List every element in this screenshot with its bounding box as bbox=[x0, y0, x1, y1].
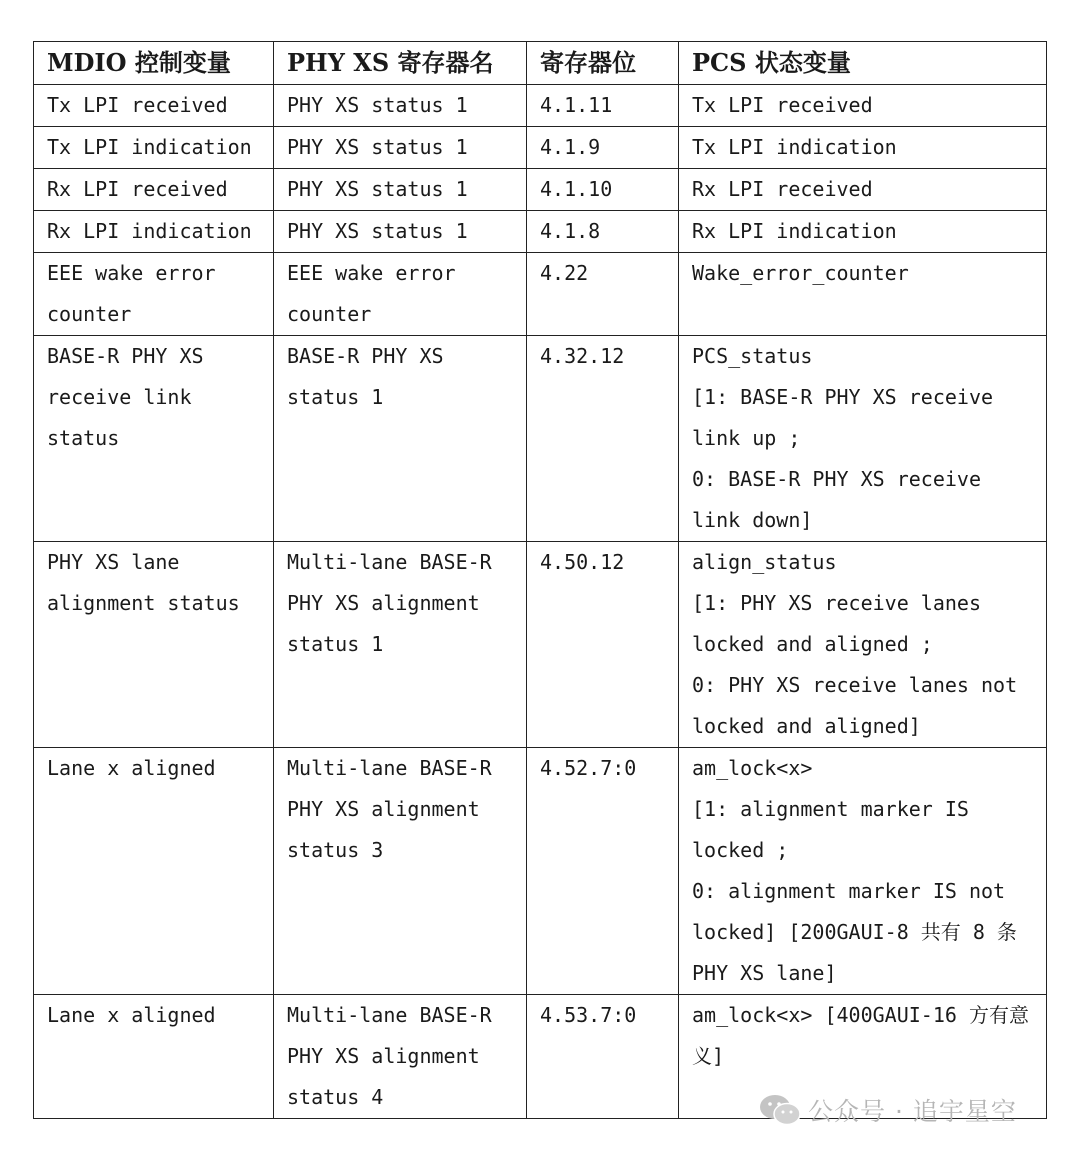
cell-mdio-variable: Rx LPI received bbox=[34, 169, 274, 211]
wechat-icon bbox=[758, 1093, 802, 1127]
cell-pcs-variable bbox=[679, 336, 1047, 542]
table-header-row bbox=[34, 42, 1047, 85]
pcs-line: am_lock<x> [400GAUI-16 方有意义] bbox=[692, 1003, 1029, 1068]
pcs-line: Rx LPI received bbox=[692, 177, 873, 201]
cell-mdio-variable: PHY XS lane alignment status bbox=[34, 542, 274, 748]
pcs-line: am_lock<x> bbox=[692, 756, 813, 780]
cell-register-bits: 4.1.11 bbox=[527, 85, 679, 127]
cell-register-bits: 4.32.12 bbox=[527, 336, 679, 542]
pcs-line: [1: BASE-R PHY XS receive link up ; bbox=[692, 385, 1006, 450]
cell-register-name: PHY XS status 1 bbox=[274, 127, 527, 169]
cell-register-bits: 4.1.9 bbox=[527, 127, 679, 169]
cell-pcs-variable bbox=[679, 748, 1047, 995]
pcs-line: 0: BASE-R PHY XS receive link down] bbox=[692, 467, 994, 532]
table-row bbox=[34, 253, 1047, 336]
table-row bbox=[34, 169, 1047, 211]
watermark bbox=[758, 1088, 1017, 1132]
pcs-line: [1: PHY XS receive lanes locked and aligned ; bbox=[692, 591, 994, 656]
cell-register-name: Multi-lane BASE-R PHY XS alignment status 1 bbox=[274, 542, 527, 748]
cell-mdio-variable: Lane x aligned bbox=[34, 995, 274, 1119]
cell-register-bits: 4.52.7:0 bbox=[527, 748, 679, 995]
cell-pcs-variable bbox=[679, 85, 1047, 127]
cell-register-bits: 4.1.8 bbox=[527, 211, 679, 253]
watermark-text: 公众号 · 追宇星空 bbox=[808, 1097, 1017, 1126]
cell-mdio-variable: Rx LPI indication bbox=[34, 211, 274, 253]
cell-pcs-variable bbox=[679, 542, 1047, 748]
header-pcs-variable: PCS 状态变量 bbox=[679, 42, 1047, 85]
cell-mdio-variable: BASE-R PHY XS receive link status bbox=[34, 336, 274, 542]
table-body bbox=[34, 85, 1047, 1119]
pcs-line: align_status bbox=[692, 550, 837, 574]
table-row bbox=[34, 85, 1047, 127]
cell-register-bits: 4.53.7:0 bbox=[527, 995, 679, 1119]
header-register-bits: 寄存器位 bbox=[527, 42, 679, 85]
cell-mdio-variable: Tx LPI received bbox=[34, 85, 274, 127]
cell-pcs-variable bbox=[679, 253, 1047, 336]
cell-register-bits: 4.22 bbox=[527, 253, 679, 336]
table-row bbox=[34, 127, 1047, 169]
pcs-line: Tx LPI received bbox=[692, 93, 873, 117]
pcs-line: PCS_status bbox=[692, 344, 813, 368]
cell-pcs-variable bbox=[679, 127, 1047, 169]
cell-register-name: EEE wake error counter bbox=[274, 253, 527, 336]
pcs-line: Wake_error_counter bbox=[692, 261, 909, 285]
cell-pcs-variable bbox=[679, 169, 1047, 211]
cell-register-name: Multi-lane BASE-R PHY XS alignment status 4 bbox=[274, 995, 527, 1119]
pcs-line: 0: alignment marker IS not locked] [200GAUI-8 共有 8 条 PHY XS lane] bbox=[692, 879, 1029, 985]
table-row bbox=[34, 336, 1047, 542]
pcs-line: Tx LPI indication bbox=[692, 135, 897, 159]
header-mdio-variable: MDIO 控制变量 bbox=[34, 42, 274, 85]
cell-register-name: PHY XS status 1 bbox=[274, 169, 527, 211]
cell-register-name: PHY XS status 1 bbox=[274, 85, 527, 127]
table-row bbox=[34, 748, 1047, 995]
table-row bbox=[34, 542, 1047, 748]
pcs-line: Rx LPI indication bbox=[692, 219, 897, 243]
header-register-name: PHY XS 寄存器名 bbox=[274, 42, 527, 85]
cell-register-name: Multi-lane BASE-R PHY XS alignment status 3 bbox=[274, 748, 527, 995]
pcs-line: [1: alignment marker IS locked ; bbox=[692, 797, 981, 862]
cell-mdio-variable: Tx LPI indication bbox=[34, 127, 274, 169]
cell-pcs-variable bbox=[679, 211, 1047, 253]
cell-register-name: PHY XS status 1 bbox=[274, 211, 527, 253]
register-mapping-table bbox=[33, 41, 1047, 1119]
table-row bbox=[34, 211, 1047, 253]
cell-register-name: BASE-R PHY XS status 1 bbox=[274, 336, 527, 542]
cell-register-bits: 4.50.12 bbox=[527, 542, 679, 748]
cell-register-bits: 4.1.10 bbox=[527, 169, 679, 211]
pcs-line: 0: PHY XS receive lanes not locked and aligned] bbox=[692, 673, 1030, 738]
cell-mdio-variable: EEE wake error counter bbox=[34, 253, 274, 336]
cell-mdio-variable: Lane x aligned bbox=[34, 748, 274, 995]
